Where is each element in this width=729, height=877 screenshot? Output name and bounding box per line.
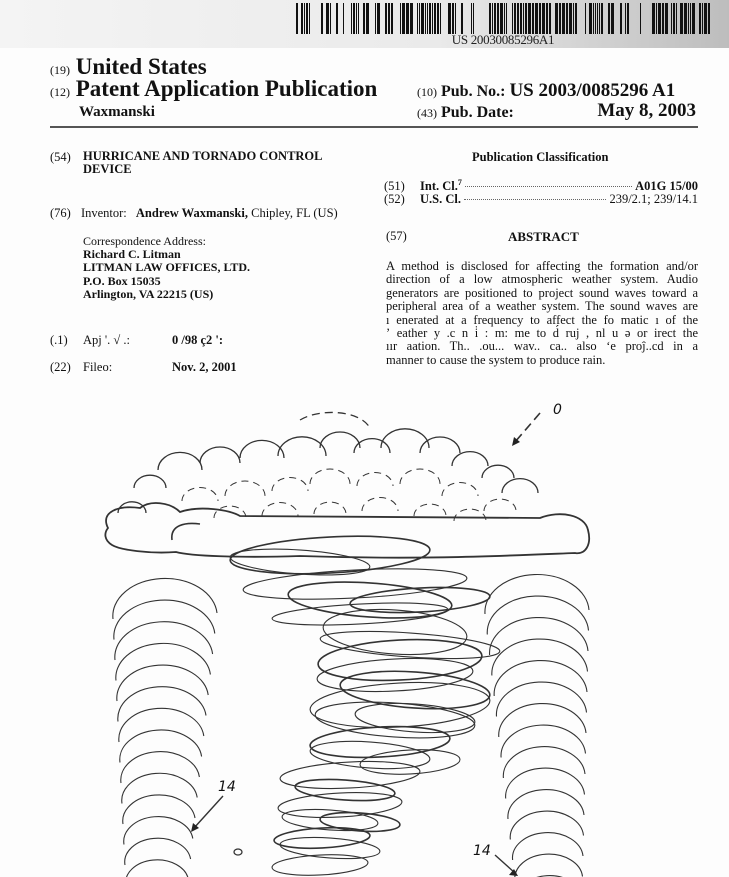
sound-wave-arc xyxy=(125,838,191,865)
sound-wave-arc xyxy=(512,833,583,860)
class-value: A01G 15/00 xyxy=(635,179,698,194)
cloud-base-fold xyxy=(172,523,200,540)
barcode-bar xyxy=(514,3,516,34)
correspondence-line: Richard C. Litman xyxy=(83,247,181,262)
barcode-bar xyxy=(535,3,538,34)
correspondence-address xyxy=(83,235,250,301)
funnel-ring xyxy=(294,777,395,804)
pub-date-label-group xyxy=(417,104,514,122)
cloud-puff-dashed xyxy=(484,499,516,511)
barcode-bar xyxy=(366,3,369,34)
correspondence-line: Arlington, VA 22215 (US) xyxy=(83,286,214,301)
class-label: U.S. Cl. xyxy=(420,192,461,206)
filed-label: Fileo: xyxy=(83,360,113,374)
barcode-bar xyxy=(309,3,310,34)
barcode-bar xyxy=(306,3,308,34)
abstract-line: generators are positioned to project sound waves toward a xyxy=(386,285,698,300)
pub-no-value: US 2003/0085296 A1 xyxy=(509,80,676,101)
funnel-ring xyxy=(287,577,453,622)
barcode-bar xyxy=(656,3,657,34)
publication-classification-heading: Publication Classification xyxy=(472,150,609,164)
cloud-puff-dashed xyxy=(357,473,393,487)
correspondence-label: Correspondence Address: xyxy=(83,234,206,248)
country-name: United States xyxy=(75,54,207,79)
sound-wave-arc xyxy=(121,752,200,783)
country-code: (19) xyxy=(50,63,70,77)
reference-arrow-left xyxy=(191,796,223,832)
sound-wave-arc xyxy=(119,708,204,742)
class-label-text: Int. Cl. xyxy=(420,179,458,194)
barcode-bar xyxy=(525,3,527,34)
publication-type: Patent Application Publication xyxy=(75,76,378,101)
class-code: (51) xyxy=(384,179,405,194)
cloud-puff-dashed xyxy=(454,509,486,521)
barcode-bar xyxy=(704,3,707,34)
barcode-bar xyxy=(627,3,629,34)
barcode-bar xyxy=(492,3,493,34)
barcode-bar xyxy=(351,3,352,34)
abstract-text xyxy=(386,260,698,367)
barcode-bar xyxy=(504,3,505,34)
barcode-bar xyxy=(425,3,426,34)
filed-code: (22) xyxy=(50,360,71,374)
reference-numeral: 14 xyxy=(473,843,491,859)
barcode-bar xyxy=(417,3,418,34)
cloud-puff-dashed xyxy=(182,488,218,502)
barcode-bar xyxy=(599,3,600,34)
cloud-puff-dashed xyxy=(362,498,398,512)
appl-code: (.1) xyxy=(50,333,68,347)
barcode-bar xyxy=(512,3,513,34)
abstract-code: (57) xyxy=(386,229,407,243)
funnel-ring xyxy=(279,758,420,791)
pub-date-code: (43) xyxy=(417,106,437,120)
abstract-heading: ABSTRACT xyxy=(508,229,579,244)
title-code: (54) xyxy=(50,150,71,164)
cloud-puff xyxy=(200,447,240,463)
funnel-ring xyxy=(309,723,450,760)
classification-row xyxy=(384,192,698,207)
barcode-bar xyxy=(523,3,524,34)
reference-arrow-top xyxy=(512,413,540,446)
barcode-bar xyxy=(542,3,545,34)
barcode-bar xyxy=(356,3,357,34)
barcode-bar xyxy=(597,3,598,34)
cloud-top-dashed xyxy=(300,412,370,428)
inventor-code: (76) xyxy=(50,206,71,220)
barcode-bar xyxy=(343,3,344,34)
barcode-bar xyxy=(662,3,664,34)
cloud-puff xyxy=(134,475,166,488)
patent-drawing xyxy=(0,385,729,877)
barcode-bar xyxy=(532,3,534,34)
funnel-ring xyxy=(242,564,467,604)
barcode-bar xyxy=(611,3,614,34)
barcode-bar xyxy=(336,3,338,34)
pub-no-code: (10) xyxy=(417,85,437,99)
barcode-bar xyxy=(304,3,305,34)
barcode-bar xyxy=(489,3,491,34)
application-number-field xyxy=(50,333,224,348)
barcode-bar xyxy=(406,3,409,34)
class-sup: 7 xyxy=(457,178,462,187)
correspondence-line: LITMAN LAW OFFICES, LTD. xyxy=(83,260,251,275)
abstract-line: ʼ eather y .c n i̇ : m: me to d́ ruj , nl u ə or irect the xyxy=(386,326,698,341)
cloud-puff-dashed xyxy=(225,481,265,496)
correspondence-line: P.O. Box 15035 xyxy=(83,273,161,288)
barcode-bar xyxy=(702,3,703,34)
cloud-puff xyxy=(452,452,488,466)
cloud-puff xyxy=(278,437,326,456)
title-field xyxy=(50,149,322,176)
barcode-bar xyxy=(330,3,331,34)
barcode-bar xyxy=(684,3,687,34)
sound-wave-arc xyxy=(501,725,585,757)
abstract-line: manner to cause the system to produce rain. xyxy=(386,352,606,367)
sound-wave-arc xyxy=(120,730,202,763)
barcode-bar xyxy=(559,3,561,34)
barcode-bar xyxy=(688,3,689,34)
sound-wave-arc xyxy=(113,578,217,619)
sound-wave-arc xyxy=(510,811,583,839)
barcode-bar xyxy=(625,3,626,34)
invention-title: HURRICANE AND TORNADO CONTROL DEVICE xyxy=(83,149,322,176)
cloud-puff-dashed xyxy=(414,504,446,516)
barcode-bar xyxy=(434,3,436,34)
sound-waves-left xyxy=(113,578,217,877)
barcode-bar xyxy=(421,3,424,34)
publication-type-heading xyxy=(50,76,377,102)
funnel-ring xyxy=(229,545,370,579)
sound-waves-right xyxy=(485,575,589,877)
sound-wave-arc xyxy=(503,747,585,778)
appl-value: 0 /98 ç2 ': xyxy=(172,333,224,347)
barcode-bar xyxy=(562,3,565,34)
cloud-puff-dashed xyxy=(262,503,298,517)
cloud-puff xyxy=(482,465,514,478)
sound-wave-arc xyxy=(126,860,189,877)
barcode-bar xyxy=(549,3,551,34)
inventor-surname: Waxmanski xyxy=(79,104,155,120)
header-divider xyxy=(50,126,698,128)
barcode-bar xyxy=(437,3,439,34)
barcode-bar xyxy=(402,3,405,34)
barcode-bar xyxy=(473,3,474,34)
sound-wave-arc xyxy=(124,817,193,845)
sound-wave-arc xyxy=(515,854,583,877)
sound-wave-arc xyxy=(508,790,584,819)
dot-leader xyxy=(464,199,606,200)
barcode-bar xyxy=(377,3,380,34)
barcode-bar xyxy=(652,3,655,34)
appl-label: Apj '. √ .: xyxy=(83,333,130,347)
barcode-bar xyxy=(555,3,558,34)
cloud-puff xyxy=(158,452,202,470)
barcode-bar xyxy=(448,3,451,34)
sound-wave-arc xyxy=(496,682,586,716)
pub-no-label: Pub. No.: xyxy=(441,83,506,100)
pub-number xyxy=(417,80,675,102)
reference-arrow-right xyxy=(495,855,518,876)
barcode-bar xyxy=(566,3,568,34)
barcode-bar xyxy=(620,3,622,34)
reference-numeral: 14 xyxy=(218,779,236,795)
cloud-puff-dashed xyxy=(314,502,346,514)
dot-leader xyxy=(465,186,632,187)
barcode-bar xyxy=(419,3,420,34)
barcode-bar xyxy=(520,3,522,34)
class-code: (52) xyxy=(384,192,405,206)
sound-wave-arc xyxy=(122,773,197,803)
barcode-bar xyxy=(353,3,355,34)
barcode-bar xyxy=(321,3,323,34)
barcode-bar xyxy=(690,3,691,34)
barcode-bar xyxy=(680,3,683,34)
barcode-bar xyxy=(326,3,329,34)
barcode-bar xyxy=(589,3,592,34)
barcode-number: US 20030085296A1 xyxy=(451,32,555,47)
funnel-ring xyxy=(316,655,473,695)
inventor-location: Chipley, FL (US) xyxy=(251,206,338,220)
barcode-bar xyxy=(569,3,572,34)
abstract-line: A method is disclosed for affecting the formation and/or xyxy=(386,259,698,273)
barcode-bar xyxy=(595,3,596,34)
pub-date-label: Pub. Date: xyxy=(441,104,514,121)
barcode-bar xyxy=(699,3,701,34)
barcode-bar xyxy=(391,3,393,34)
barcode-bar xyxy=(506,3,507,34)
cloud-puff-dashed xyxy=(272,478,308,491)
abstract-line: ı enerated at a frequency to affect the fo matic ı of the xyxy=(386,312,698,327)
barcode-bar xyxy=(546,3,548,34)
barcode-bar xyxy=(608,3,610,34)
barcode-bar xyxy=(517,3,519,34)
barcode-bar xyxy=(575,3,577,34)
inventor-name: Andrew Waxmanski, xyxy=(135,206,248,220)
barcode-bar xyxy=(296,3,298,34)
inventor-label: Inventor: xyxy=(80,206,127,220)
barcode-bar xyxy=(671,3,672,34)
barcode-bar xyxy=(440,3,441,34)
reference-numeral: 0 xyxy=(553,402,562,418)
abstract-line: ıır aation. Th.. .ou... wav.. ca.. also ʻe proĵ..cd in a xyxy=(386,339,698,354)
barcode-bar xyxy=(471,3,472,34)
barcode-bar xyxy=(640,3,641,34)
barcode-bar xyxy=(676,3,677,34)
abstract-line: direction of a low atmospheric weather system. Audio xyxy=(386,272,698,287)
barcode-bar xyxy=(573,3,574,34)
abstract-line: peripheral area of a weather system. The sound waves are xyxy=(386,299,698,314)
barcode-bar xyxy=(497,3,499,34)
barcode-bar xyxy=(432,3,433,34)
cloud-puff xyxy=(320,432,360,448)
cloud-puff-dashed xyxy=(400,469,440,484)
sound-wave-arc xyxy=(123,795,195,824)
barcode-bar xyxy=(500,3,503,34)
barcode-bar xyxy=(528,3,531,34)
barcode-bar xyxy=(658,3,661,34)
pub-date-value: May 8, 2003 xyxy=(597,100,696,121)
barcode-bar xyxy=(692,3,695,34)
sound-wave-arc xyxy=(506,768,585,798)
cloud-puff xyxy=(502,479,538,493)
barcode-bar xyxy=(585,3,586,34)
funnel-ring xyxy=(281,807,378,834)
tornado-funnel xyxy=(229,532,500,877)
type-code: (12) xyxy=(50,85,70,99)
funnel-ring xyxy=(272,853,369,877)
barcode-bar xyxy=(358,3,359,34)
barcode-bar xyxy=(427,3,428,34)
debris-mark xyxy=(234,849,242,855)
barcode-bar xyxy=(673,3,675,34)
filed-field xyxy=(50,360,237,375)
barcode-bar xyxy=(539,3,541,34)
barcode-bar xyxy=(601,3,603,34)
barcode-bar xyxy=(385,3,387,34)
barcode-bar xyxy=(452,3,454,34)
barcode-bar xyxy=(410,3,413,34)
cloud-puff-dashed xyxy=(442,483,478,497)
barcode-bar xyxy=(400,3,401,34)
barcode-bar xyxy=(708,3,710,34)
barcode-bar xyxy=(363,3,365,34)
sound-wave-arc xyxy=(118,687,206,722)
filed-value: Nov. 2, 2001 xyxy=(172,360,237,374)
barcode-bar xyxy=(375,3,376,34)
barcode-bar xyxy=(593,3,594,34)
barcode-bar xyxy=(301,3,303,34)
barcode-bar xyxy=(665,3,668,34)
barcode-bar xyxy=(455,3,456,34)
class-value: 239/2.1; 239/14.1 xyxy=(609,192,698,206)
barcode xyxy=(296,3,710,34)
sound-wave-arc xyxy=(499,704,586,737)
cloud-puff-dashed xyxy=(310,469,350,484)
barcode-bar xyxy=(388,3,390,34)
barcode-bar xyxy=(461,3,463,34)
cloud-base xyxy=(105,503,589,558)
inventor-field xyxy=(50,206,338,221)
barcode-bar xyxy=(429,3,431,34)
barcode-bar xyxy=(494,3,496,34)
